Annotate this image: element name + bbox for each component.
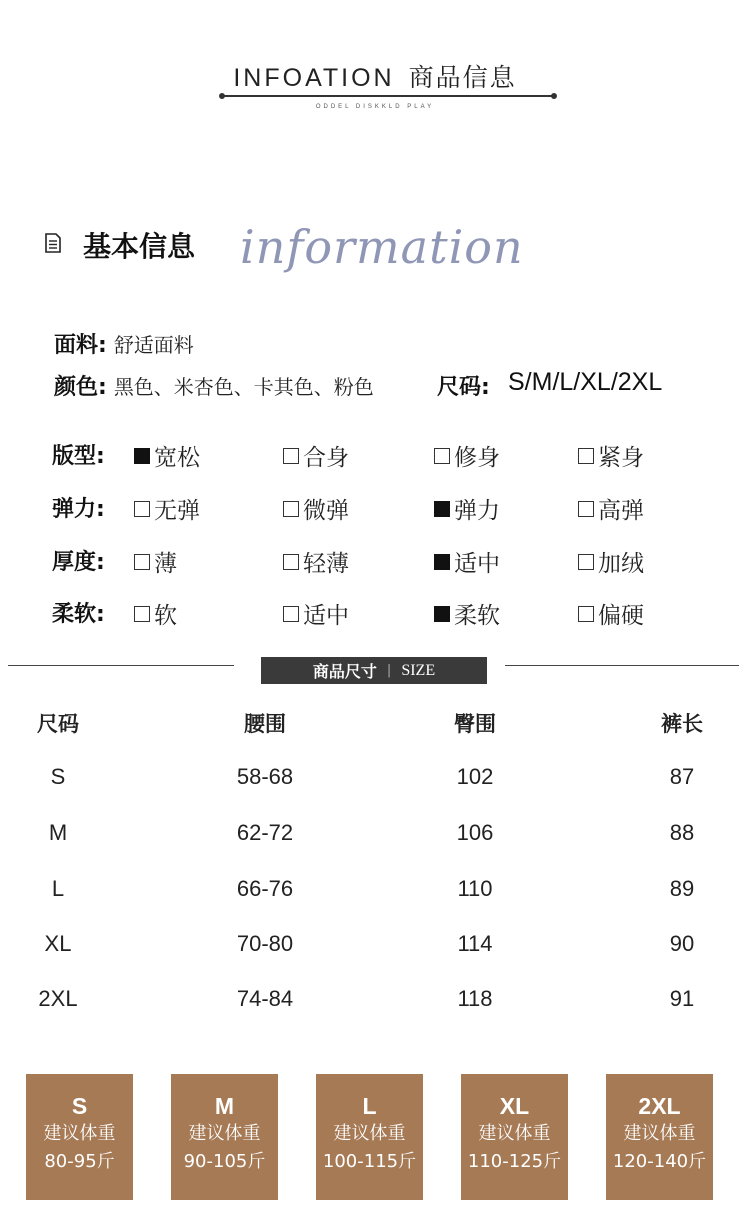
card-label: 建议体重 [333,1123,406,1144]
script-decoration: information [240,220,524,274]
table-header-cell: 臀围 [454,712,496,736]
attribute-label: 弹力: [52,497,105,522]
card-size: L [362,1093,377,1119]
table-cell: 106 [456,820,494,845]
size-banner [261,657,487,684]
unchecked-box-icon [283,606,299,622]
table-cell: 91 [669,986,695,1011]
attribute-option-label: 软 [154,603,177,629]
card-weight: 100-115斤 [322,1151,417,1172]
unchecked-box-icon [134,606,150,622]
attribute-option-label: 薄 [154,551,177,577]
banner-line-left [8,665,234,666]
attribute-option-label: 轻薄 [303,551,349,577]
attribute-row [0,439,750,471]
header-title [0,58,750,94]
checked-box-icon [434,501,450,517]
attribute-label: 厚度: [52,550,105,575]
attribute-option-label: 紧身 [598,445,644,471]
table-cell: 102 [456,764,494,789]
attribute-option-label: 合身 [303,445,349,471]
unchecked-box-icon [578,606,594,622]
table-cell: 118 [457,986,493,1011]
size-label: 尺码: [437,375,490,400]
weight-card [606,1074,713,1200]
attribute-option-label: 适中 [454,551,500,577]
card-weight: 120-140斤 [612,1151,707,1172]
weight-card [171,1074,278,1200]
attribute-option-label: 无弹 [154,498,200,524]
table-header-cell: 腰围 [244,712,286,736]
weight-card [316,1074,423,1200]
attribute-option [134,492,200,525]
page-header [0,58,750,94]
attribute-option [578,492,644,525]
header-divider [222,95,554,97]
card-label: 建议体重 [188,1123,261,1144]
checked-box-icon [434,606,450,622]
card-label: 建议体重 [43,1123,116,1144]
table-cell: 74-84 [236,986,294,1011]
table-cell: 110 [457,876,493,901]
header-title-cn: 商品信息 [408,63,517,92]
attribute-row [0,545,750,577]
attribute-option [283,492,349,525]
weight-card [461,1074,568,1200]
table-cell: 87 [669,764,695,789]
attribute-option [283,597,349,630]
weight-card [26,1074,133,1200]
card-size: S [71,1093,88,1119]
attribute-option-label: 柔软 [454,603,500,629]
size-banner-en: SIZE [401,661,436,679]
attribute-label: 版型: [52,444,105,469]
unchecked-box-icon [578,554,594,570]
size-banner-cn: 商品尺寸 [312,662,377,681]
table-cell: 90 [669,931,695,956]
attribute-option-label: 微弹 [303,498,349,524]
unchecked-box-icon [578,501,594,517]
attribute-option-label: 宽松 [154,445,200,471]
card-weight: 90-105斤 [183,1151,266,1172]
attribute-row [0,597,750,629]
attribute-option [578,439,644,472]
basic-info-title: 基本信息 [83,230,196,263]
unchecked-box-icon [283,448,299,464]
table-header-cell: 尺码 [37,712,79,736]
document-icon [45,233,61,253]
attribute-option-label: 加绒 [598,551,644,577]
table-cell: 66-76 [236,876,294,901]
table-cell: 114 [457,931,493,956]
attribute-option-label: 弹力 [454,498,500,524]
header-subtitle: ODDEL DISKKLD PLAY [315,104,435,110]
table-cell: 62-72 [236,820,294,845]
size-banner-sep: | [386,663,392,678]
attribute-option [134,597,177,630]
unchecked-box-icon [434,448,450,464]
header-title-en: INFOATION [233,64,395,92]
table-header-cell: 裤长 [661,712,703,736]
card-label: 建议体重 [623,1123,696,1144]
attribute-option [578,545,644,578]
attribute-option-label: 修身 [454,445,500,471]
size-value: S/M/L/XL/2XL [508,368,663,396]
color-line [54,370,374,401]
color-label: 颜色: [54,375,107,400]
attribute-option [134,545,177,578]
table-cell: 89 [669,876,695,901]
unchecked-box-icon [134,501,150,517]
unchecked-box-icon [578,448,594,464]
attribute-option-label: 偏硬 [598,603,644,629]
card-weight: 80-95斤 [44,1151,115,1172]
table-cell: XL [44,931,72,956]
attribute-option [434,492,500,525]
unchecked-box-icon [134,554,150,570]
fabric-label: 面料: [54,333,107,358]
attribute-label: 柔软: [52,602,105,627]
card-size: 2XL [638,1093,681,1119]
table-cell: 70-80 [236,931,294,956]
card-weight: 110-125斤 [467,1151,562,1172]
table-cell: 2XL [38,986,78,1011]
fabric-line [54,328,194,359]
fabric-value: 舒适面料 [113,333,194,357]
attribute-option [578,597,644,630]
checked-box-icon [134,448,150,464]
table-cell: 58-68 [236,764,294,789]
attribute-option [134,439,200,472]
attribute-row [0,492,750,524]
color-value: 黑色、米杏色、卡其色、粉色 [113,375,374,399]
unchecked-box-icon [283,501,299,517]
checked-box-icon [434,554,450,570]
table-cell: M [48,820,68,845]
table-cell: 88 [669,820,695,845]
table-cell: S [50,764,66,789]
attribute-option [434,545,500,578]
card-size: M [214,1093,235,1119]
attribute-option [283,545,349,578]
unchecked-box-icon [283,554,299,570]
attribute-option [434,439,500,472]
attribute-option [283,439,349,472]
banner-line-right [505,665,739,666]
card-size: XL [499,1093,530,1119]
attribute-option [434,597,500,630]
attribute-option-label: 高弹 [598,498,644,524]
table-cell: L [51,876,65,901]
card-label: 建议体重 [478,1123,551,1144]
attribute-option-label: 适中 [303,603,349,629]
